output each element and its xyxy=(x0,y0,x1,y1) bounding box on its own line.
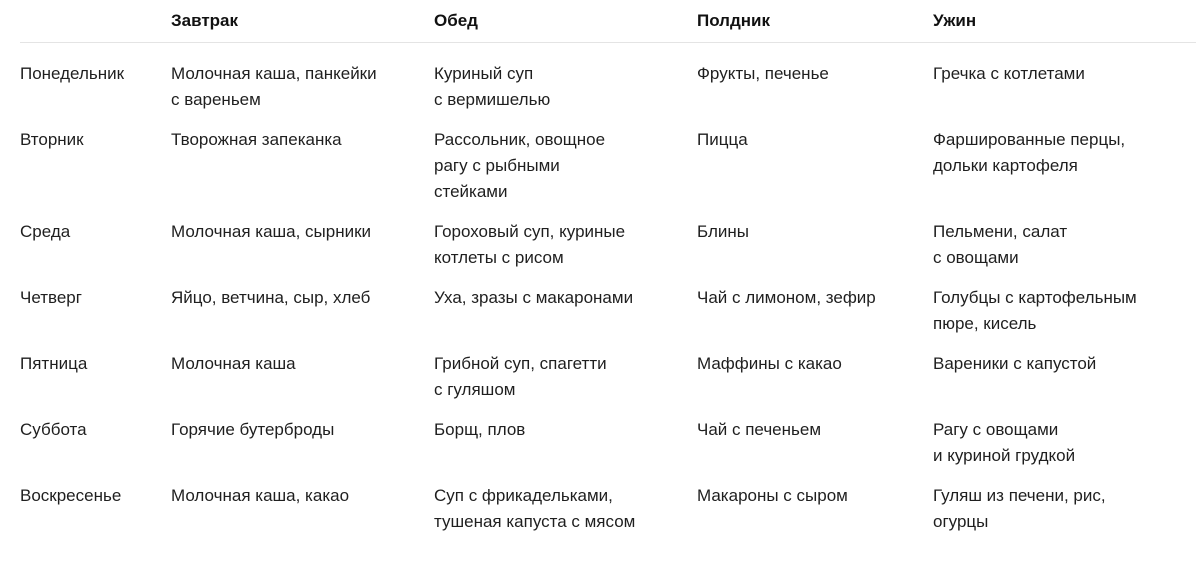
day-cell: Суббота xyxy=(20,420,87,439)
table-row xyxy=(20,285,1196,351)
lunch-cell: Рассольник, овощное рагу с рыбными стейками xyxy=(434,130,606,201)
breakfast-cell: Молочная каша, панкейки с вареньем xyxy=(171,64,377,109)
lunch-cell: Уха, зразы с макаронами xyxy=(434,288,634,307)
table-body xyxy=(20,43,1196,549)
header-lunch: Обед xyxy=(434,11,478,30)
dinner-cell: Гуляш из печени, рис, огурцы xyxy=(933,486,1106,531)
breakfast-cell: Молочная каша, сырники xyxy=(171,222,372,241)
dinner-cell: Голубцы с картофельным пюре, кисель xyxy=(933,288,1137,333)
day-cell: Пятница xyxy=(20,354,88,373)
day-cell: Понедельник xyxy=(20,64,125,83)
breakfast-cell: Творожная запеканка xyxy=(171,130,342,149)
dinner-cell: Пельмени, салат с овощами xyxy=(933,222,1068,267)
breakfast-cell: Яйцо, ветчина, сыр, хлеб xyxy=(171,288,371,307)
header-dinner: Ужин xyxy=(933,11,977,30)
breakfast-cell: Молочная каша xyxy=(171,354,296,373)
day-cell: Четверг xyxy=(20,288,82,307)
dinner-cell: Рагу с овощами и куриной грудкой xyxy=(933,420,1076,465)
lunch-cell: Куриный суп с вермишелью xyxy=(434,64,551,109)
table-row xyxy=(20,351,1196,417)
table-row xyxy=(20,127,1196,219)
snack-cell: Фрукты, печенье xyxy=(697,64,829,83)
snack-cell: Маффины с какао xyxy=(697,354,842,373)
snack-cell: Блины xyxy=(697,222,749,241)
lunch-cell: Гороховый суп, куриные котлеты с рисом xyxy=(434,222,626,267)
breakfast-cell: Горячие бутерброды xyxy=(171,420,335,439)
table-row xyxy=(20,417,1196,483)
lunch-cell: Борщ, плов xyxy=(434,420,526,439)
snack-cell: Пицца xyxy=(697,130,748,149)
header-breakfast: Завтрак xyxy=(171,11,239,30)
table-row xyxy=(20,219,1196,285)
table-row xyxy=(20,61,1196,127)
table-header-row xyxy=(20,8,1196,43)
snack-cell: Чай с печеньем xyxy=(697,420,822,439)
header-snack: Полдник xyxy=(697,11,770,30)
day-cell: Воскресенье xyxy=(20,486,122,505)
snack-cell: Макароны с сыром xyxy=(697,486,848,505)
meal-plan-table xyxy=(20,8,1196,549)
lunch-cell: Грибной суп, спагетти с гуляшом xyxy=(434,354,607,399)
snack-cell: Чай с лимоном, зефир xyxy=(697,288,876,307)
dinner-cell: Фаршированные перцы, дольки картофеля xyxy=(933,130,1126,175)
dinner-cell: Гречка с котлетами xyxy=(933,64,1085,83)
dinner-cell: Вареники с капустой xyxy=(933,354,1097,373)
table-row xyxy=(20,483,1196,549)
lunch-cell: Суп с фрикадельками, тушеная капуста с мясом xyxy=(434,486,636,531)
breakfast-cell: Молочная каша, какао xyxy=(171,486,350,505)
day-cell: Среда xyxy=(20,222,71,241)
day-cell: Вторник xyxy=(20,130,84,149)
